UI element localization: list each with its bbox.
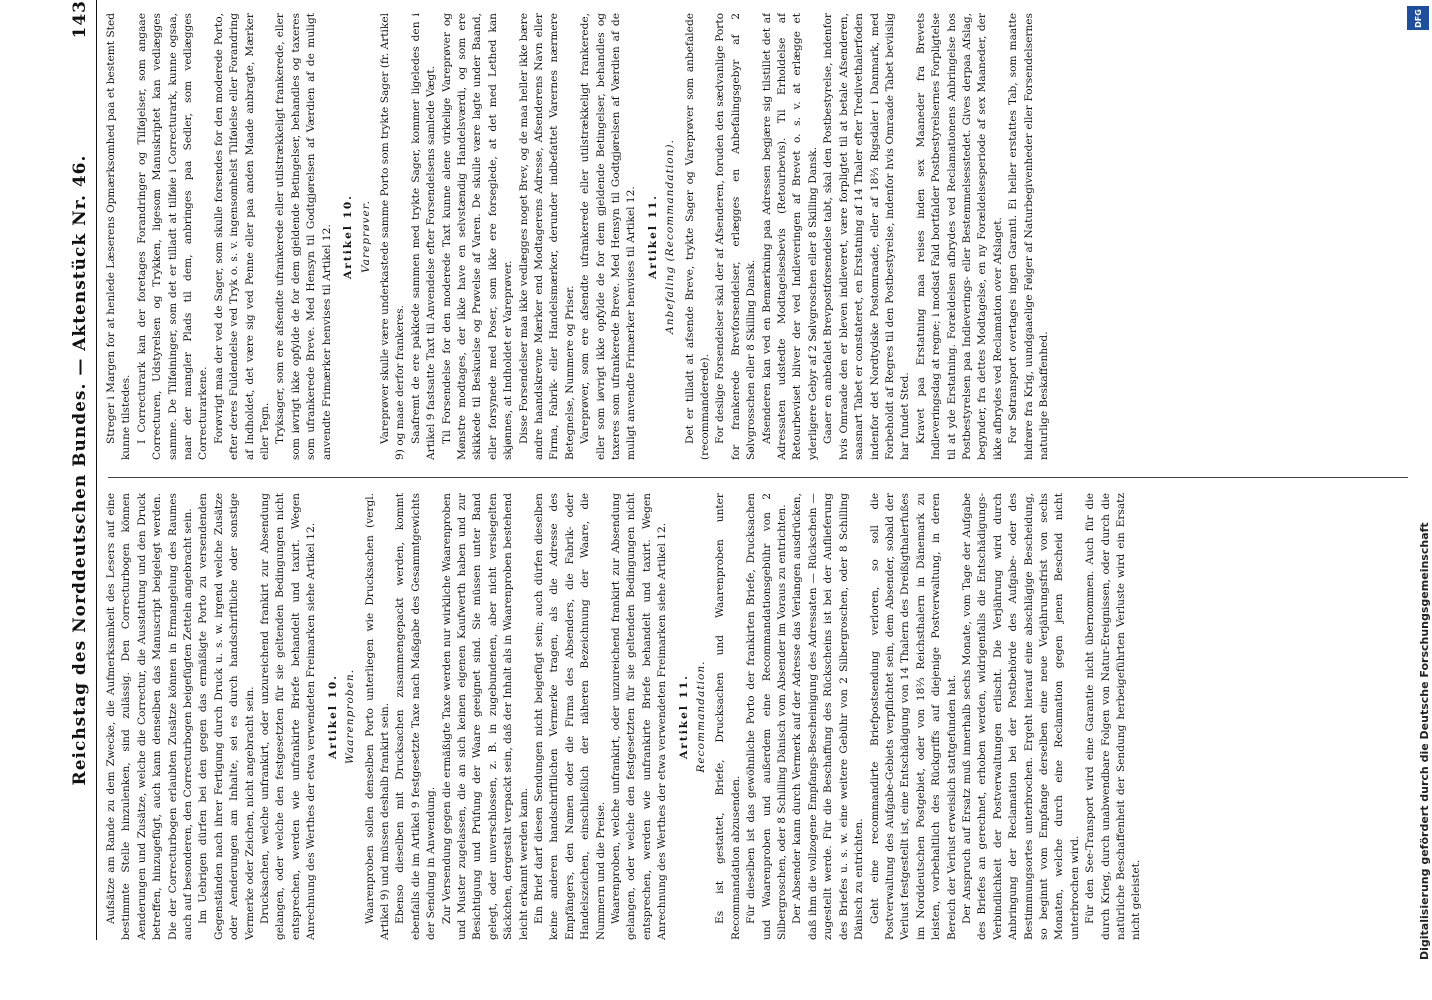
paragraph: Afsenderen kan ved en Bemærkning paa Adressen begjære sig tilstillet det af Adressaten udstedte Modtagelsesbevis (Retourbevis). Til Erholdelse af Retourbeviset bliver der ved Indleveringen af Brevet o. s. v. at erlægge et yderligere Gebyr af 2 Sølvgroschen eller 8 Skilling Dansk. [760, 13, 819, 460]
article-11-heading: Artikel 11. [677, 674, 690, 759]
digitization-credit: Digitalisierung gefördert durch die Deutsche Forschungsgemeinschaft [1418, 522, 1431, 960]
paragraph: For deslige Forsendelser skal der af Afsenderen, foruden den sædvanlige Porto for frankerede Brevforsendelser, erlægges en Anbefalingsgebyr af 2 Sølvgrosschen eller 8 Skilling Dansk. [714, 13, 758, 460]
paragraph: Gaaer en anbefalet Brevpostforsendelse tabt, skal den Postbestyrelse, indenfor hvis Omraade den er bleven indleveret, være forpligtet til at betale Afsenderen, saasnart Tabet er constateret, en Erstatning af 14 Thaler efter Tredivethalerfoden indenfor det Nordtydske Postomraade, eller af 18⅔ Rigsdaler i Danmark, med Forbeholdt af Regres til den Postbestyrelse, indenfor hvis Omraade Tabet beviislig har fundet Sted. [822, 13, 912, 460]
paragraph: Streger i Margen for at henlede Læserens Opmærksomhed paa et bestemt Sted kunne tilstedes. [105, 13, 133, 460]
paragraph: Vareprøver, som ere afsendte ufrankerede eller utilstrækkeligt frankerede, eller som iøvrigt ikke opfylde de for dem gjeldende Betingelser, behandles og taxeres som ufrankerede Breve. Med Hensyn til Godtgjørelsen af Værdien af de muligt anvendte Frimærker henvises til Artikel 12. [579, 13, 638, 460]
paragraph: Im Uebrigen dürfen bei den gegen das ermäßigte Porto zu versendenden Gegenständen nach ihrer Fertigung durch Druck u. s. w. irgend welche Zusätze oder Aenderungen am Inhalte, sei es durch handschriftliche oder sonstige Vermerke oder Zeichen, nicht angebracht sein. [197, 493, 256, 940]
paragraph: Der Absender kann durch Vermerk auf der Adresse das Verlangen ausdrücken, daß ihm die vollzogene Empfangs-Bescheinigung des Adressaten — Rückschein — zugestellt werde. Für die Beschaffung des Rückscheins ist bei der Auflieferung des Briefes u. s. w. eine weitere Gebühr von 2 Silbergroschen, oder 8 Schilling Dänisch zu entrichten. [791, 493, 866, 940]
paragraph: Waarenproben, welche unfrankirt, oder unzureichend frankirt zur Absendung gelangen, oder welche den festgesetzten für sie geltenden Bedingungen nicht entsprechen, werden wie unfrankirte Briefe behandelt und taxirt. Wegen Anrechnung des Werthes der etwa verwendeten Freimarken siehe Artikel 12. [610, 493, 669, 940]
paragraph: For Søtransport overtages ingen Garanti. Ei heller erstattes Tab, som maatte hidrøre fra Krig, uundgaaelige Følger af Naturbegivenheder eller Forsendelsernes naturlige Beskaffenhed. [1007, 13, 1050, 460]
paragraph: Geht eine recommandirte Briefpostsendung verloren, so soll die Postverwaltung des Aufgabe-Gebiets verpflichtet sein, dem Absender, sobald der Verlust festgestellt ist, eine Entschädigung von 14 Thalern des Dreißigthalerfußes im Norddeutschen Postgebiet, oder von 18⅔ Reichsthalern in Dänemark zu leisten, vorbehaltlich des Rückgriffs auf diejenige Postverwaltung, in deren Bereich der Verlust erweislich stattgefunden hat. [868, 493, 958, 940]
left-column-german [104, 493, 1414, 940]
article-11-subheading: Recommandation. [695, 660, 708, 773]
dfg-logo-text: DFG [1413, 8, 1423, 28]
paragraph: Vareprøver skulle være underkastede samme Porto som trykte Sager (fr. Artikel 9) og maae derfor frankeres. [378, 13, 407, 460]
paragraph: I Correcturark kan der foretages Forandringer og Tilføjelser, som angaae Correcturen, Udstyrelsen og Trykken, ligesom Manuskriptet kan vedlægges samme. De Tilføininger, som det er tilladt at tilføie i Correcturark, kunne ogsaa, naar der mangler Plads til dem, anbringes paa Sedler, som vedlægges Correcturarkene. [135, 13, 210, 460]
paragraph: Det er tilladt at afsende Breve, trykte Sager og Vareprøver som anbefalede (recommanderede). [683, 13, 712, 460]
paragraph: Ebenso dieselben mit Drucksachen zusammengepackt werden, kommt ebenfalls die im Artikel 9 festgesetzte Taxe nach Maßgabe des Gesammtgewichts der Sendung in Anwendung. [394, 493, 438, 940]
paragraph: Aufsätze am Rande zu dem Zwecke, die Aufmerksamkeit des Lesers auf eine bestimmte Stelle hinzulenken, sind zulässig. Den Correcturbogen können Aenderungen und Zusätze, welche die Correctur, die Ausstattung und den Druck betreffen, hinzugefügt, auch kann denselben das Manuscript beigelegt werden. Die der Correcturbogen erlaubten Zusätze können in Ermangelung des Raumes auch auf besonderen, den Correcturbogen beigefügten Zetteln angebracht sein. [105, 493, 195, 940]
page-number: 143 [70, 0, 90, 39]
article-10-subheading: Waarenproben. [344, 668, 357, 765]
paragraph: Tryksager, som ere afsendte ufrankerede eller utilstrækkeligt frankerede, eller som iøvrigt ikke opfylde de for dem gjeldende Betingelser, behandles og taxeres som ufrankerede Breve. Med Hensyn til Godtgjørelsen af Værdien af de muligt anvendte Frimærker henvises til Artikel 12. [274, 13, 333, 460]
paragraph: Es ist gestattet, Briefe, Drucksachen und Waarenproben unter Recommandation abzusenden. [714, 493, 742, 940]
paragraph: Zur Versendung gegen die ermäßigte Taxe werden nur wirkliche Waarenproben und Muster zugelassen, die an sich keinen eigenen Kaufwerth haben und zur Besichtigung und Prüfung der Waare geeignet sind. Sie müssen unter Band gelegt, oder unverschlossen, z. B. in zugebundenen, aber nicht versiegelten Säckchen, dergestalt verpackt sein, daß der Inhalt als in Waarenproben bestehend leicht erkannt werden kann. [440, 493, 530, 940]
article-10-heading: Artikel 10. [342, 194, 355, 279]
column-divider [108, 477, 1408, 478]
running-head-title: Reichstag des Norddeutschen Bundes. — Aktenstück Nr. 46. [70, 154, 90, 786]
paragraph: Ein Brief darf diesen Sendungen nicht beigefügt sein; auch dürfen dieselben keine anderen handschriftlichen Vermerke tragen, als die Adresse des Empfängers, den Namen oder die Firma des Absenders, die Fabrik- oder Handelszeichen, einschließlich der näheren Bezeichnung der Waare, die Nummern und die Preise. [532, 493, 607, 940]
paragraph: Für den See-Transport wird eine Garantie nicht übernommen. Auch für die durch Krieg, durch unabwendbare Folgen von Natur-Ereignissen, oder durch die natürliche Beschaffenheit der Sendung herbeigeführten Verluste wird ein Ersatz nicht geleistet. [1084, 493, 1143, 940]
paragraph: Für dieselben ist das gewöhnliche Porto der frankirten Briefe, Drucksachen und Waarenproben und außerdem eine Recommandationsgebühr von 2 Silbergroschen, oder 8 Schilling Dänisch vom Absender im Voraus zu entrichten. [745, 493, 789, 940]
paragraph: Kravet paa Erstatning maa reises inden sex Maaneder fra Brevets Indleveringsdag at regne; i modsat Fald bortfalder Postbestyrelsernes Forpligtelse til at yde Erstatning. Forældelsen afbrydes ved Reclamationens Anbringelse hos Postbestyrelsen paa Indleverings- eller Bestemmelsesstedet. Gives derpaa Afslag, begynder, fra dettes Modtagelse, en ny Forældelsesperiode af sex Maaneder, der ikke afbrydes ved Reclamation over Afslaget. [914, 13, 1004, 460]
paragraph: Disse Forsendelser maa ikke vedlægges noget Brev, og de maa heller ikke bære andre haandskrevne Mærker end Modtagerens Adresse, Afsenderens Navn eller Firma, Fabrik- eller Handelsmærker, derunder indbefattet Varernes nærmere Betegnelse, Nummere og Priser. [517, 13, 576, 460]
paragraph: Drucksachen, welche unfrankirt, oder unzureichend frankirt zur Absendung gelangen, oder welche den festgesetzten für sie geltenden Bedingungen nicht entsprechen, werden wie unfrankirte Briefe behandelt und taxirt. Wegen Anrechnung des Werthes der etwa verwendeten Freimarken siehe Artikel 12. [259, 493, 318, 940]
article-11-heading: Artikel 11. [646, 194, 659, 279]
article-11-subheading: Anbefaling (Recommandation). [664, 139, 677, 334]
running-head [70, 0, 92, 940]
paragraph: Forøvrigt maa der ved de Sager, som skulle forsendes for den moderede Porto, efter deres Fuldendelse ved Tryk o. s. v. ingensomhelst Tilføielse eller Forandring af Indholdet, det være sig ved Penne eller paa anden Maade anbragte, Mærker eller Tegn. [212, 13, 272, 460]
dfg-logo [1407, 6, 1429, 30]
article-10-subheading: Vareprøver. [359, 199, 372, 274]
paragraph: Saafremt de ere pakkede sammen med trykte Sager, kommer ligeledes den i Artikel 9 fastsatte Taxt til Anvendelse efter Forsendelsens samlede Vægt. [409, 13, 438, 460]
paragraph: Til Forsendelse for den moderede Taxt kunne alene virkelige Vareprøver og Mønstre modtages, der ikke have en selvstændig Handelsværdi, og som ere skikkede til Beskuelse og Prøvelse af Varen. De skulle være lagte under Baand, eller forsynede med Poser, som ikke ere forseglede, at det med Lethed kan skjønnes, at Indholdet er Vareprøver. [440, 13, 515, 460]
right-column-danish [104, 13, 1414, 460]
header-rule [96, 0, 97, 940]
paragraph: Waarenproben sollen denselben Porto unterliegen wie Drucksachen (vergl. Artikel 9) und müssen deshalb frankirt sein. [363, 493, 391, 940]
paragraph: Der Anspruch auf Ersatz muß innerhalb sechs Monate, vom Tage der Aufgabe des Briefes an gerechnet, erhoben werden, widrigenfalls die Entschädigungs-Verbindlichkeit der Postverwaltungen erlischt. Die Verjährung wird durch Anbringung der Reclamation bei der Postbehörde des Aufgabe- oder des Bestimmungsortes unterbrochen. Ergeht hierauf eine abschlägige Bescheidung, so beginnt vom Empfange derselben eine neue Verjährungsfrist von sechs Monaten, welche durch eine Reclamation gegen jenen Bescheid nicht unterbrochen wird. [960, 493, 1081, 940]
article-10-heading: Artikel 10. [326, 674, 339, 759]
